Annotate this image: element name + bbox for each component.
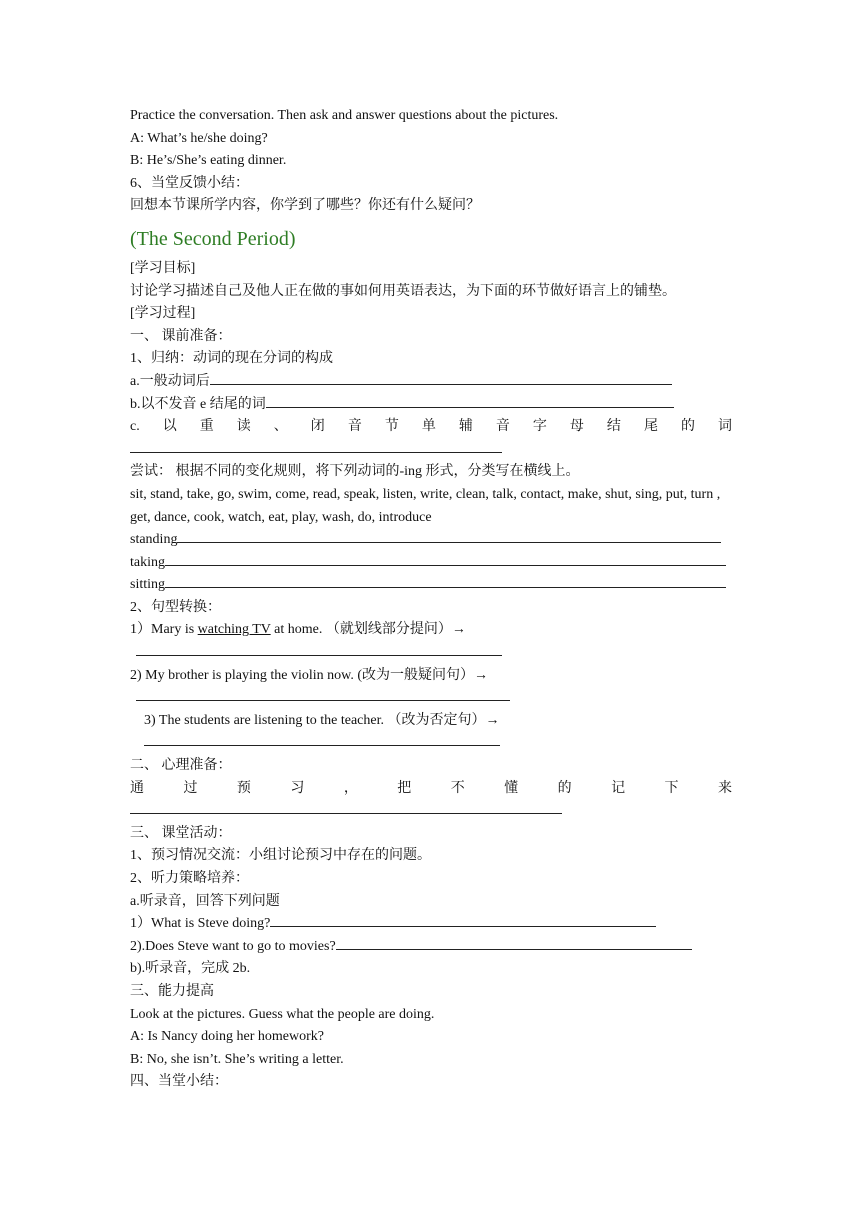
listen-a: a.听录音，回答下列问题 (130, 893, 280, 909)
listen-b: b).听录音，完成 2b. (130, 961, 251, 977)
rule-c-blank-line (130, 439, 732, 462)
taking-line (130, 552, 732, 575)
feedback-title: 6、当堂反馈小结： (130, 175, 249, 191)
rule-c-char: 重 (199, 419, 214, 435)
standing-label: standing (130, 532, 178, 548)
rule-a-line (130, 371, 732, 394)
ability-dialog-b: B: No, she isn’t. She’s writing a letter. (130, 1051, 344, 1067)
mental-prep-blank-line (130, 800, 732, 823)
rule-c-char: 单 (421, 419, 436, 435)
mental-prep-char: 通 (130, 780, 144, 796)
mental-prep-char: 把 (397, 780, 412, 796)
sentence-1-underlined: watching TV (197, 622, 271, 638)
try-instruction: 尝试： 根据不同的变化规则，将下列动词的-ing 形式，分类写在横线上。 (130, 464, 580, 480)
ability-title: 三、能力提高 (130, 983, 214, 999)
rule-c-char: 、 (273, 419, 288, 435)
document-body (130, 105, 732, 1094)
rule-c-line (130, 416, 732, 439)
transform-title: 2、句型转换： (130, 599, 221, 615)
rule-c-char: 音 (347, 419, 362, 435)
question-1: 1）What is Steve doing? (130, 916, 271, 932)
question-2: 2).Does Steve want to go to movies? (130, 938, 336, 954)
taking-blank[interactable] (165, 552, 726, 566)
rule-c-char: 结 (606, 419, 621, 435)
standing-blank[interactable] (177, 529, 721, 543)
rule-c-char: 辅 (458, 419, 473, 435)
question-1-blank[interactable] (270, 913, 656, 927)
sentence-1-blank[interactable] (136, 642, 502, 656)
mental-prep-text (130, 778, 732, 801)
question-1-line (130, 913, 732, 936)
rule-c-char: 音 (495, 419, 510, 435)
sitting-label: sitting (130, 577, 166, 593)
rule-b-line (130, 394, 732, 417)
sentence-2-answer-line (130, 687, 732, 710)
sentence-1-start: 1）Mary is (130, 622, 198, 638)
mental-prep-char: 预 (236, 780, 251, 796)
rule-c-char: 读 (236, 419, 251, 435)
sentence-3: 3) The students are listening to the teacher. （改为否定句）→ (144, 712, 500, 728)
rule-c-char: 闭 (310, 419, 325, 435)
rule-c-char: 的 (680, 419, 695, 435)
question-2-line (130, 936, 732, 959)
sentence-1-end: at home. （就划线部分提问）→ (270, 622, 466, 638)
goal-label: [学习目标] (130, 260, 196, 276)
rule-c-char: 字 (532, 419, 547, 435)
mental-prep-char: 过 (183, 780, 198, 796)
goal-text: 讨论学习描述自己及他人正在做的事如何用英语表达，为下面的环节做好语言上的铺垫。 (130, 283, 676, 299)
sitting-blank[interactable] (165, 574, 726, 588)
rule-c-char: 尾 (643, 419, 658, 435)
mental-prep-char: 不 (450, 780, 465, 796)
sentence-3-answer-line (130, 732, 732, 755)
rule-c-char: 节 (384, 419, 399, 435)
rule-a-blank[interactable] (210, 371, 672, 385)
mental-prep-char: 的 (557, 780, 572, 796)
rule-c-char: c. (130, 419, 140, 435)
rule-b-blank[interactable] (266, 394, 674, 408)
activity-1: 1、预习情况交流：小组讨论预习中存在的问题。 (130, 848, 431, 864)
rule-c-char: 以 (162, 419, 177, 435)
class-summary-title: 四、当堂小结： (130, 1074, 228, 1090)
sentence-3-blank[interactable] (144, 732, 500, 746)
mental-prep-char: 懂 (504, 780, 519, 796)
mental-prep-blank[interactable] (130, 800, 562, 814)
standing-line (130, 529, 732, 552)
sitting-line (130, 574, 732, 597)
rule-c-char: 词 (717, 419, 732, 435)
mental-prep-char: 来 (717, 780, 732, 796)
sentence-2: 2) My brother is playing the violin now. (改为一般疑问句）→ (130, 667, 489, 683)
prep-title: 一、 课前准备： (130, 328, 232, 344)
mental-prep-char: 下 (664, 780, 679, 796)
summary-title: 1、归纳：动词的现在分词的构成 (130, 351, 333, 367)
rule-a-label: a.一般动词后 (130, 373, 210, 389)
rule-c-char: 母 (569, 419, 584, 435)
mental-prep-title: 二、 心理准备： (130, 758, 232, 774)
feedback-text: 回想本节课所学内容，你学到了哪些？你还有什么疑问？ (130, 198, 480, 214)
taking-label: taking (130, 554, 165, 570)
ability-instruction: Look at the pictures. Guess what the people are doing. (130, 1006, 435, 1022)
rule-b-label: b.以不发音 e 结尾的词 (130, 396, 266, 412)
rule-c-blank[interactable] (130, 439, 502, 453)
sentence-1 (130, 619, 732, 642)
ability-dialog-a: A: Is Nancy doing her homework? (130, 1029, 325, 1045)
instruction-line: Practice the conversation. Then ask and answer questions about the pictures. (130, 108, 559, 123)
dialog-a-line: A: What’s he/she doing? (130, 130, 268, 146)
verb-list: sit, stand, take, go, swim, come, read, speak, listen, write, clean, talk, contact, make, shut, sing, put, turn , get, dance, cook, watch, eat, play, wash, do, introduce (130, 486, 721, 525)
question-2-blank[interactable] (336, 936, 692, 950)
process-label: [学习过程] (130, 306, 196, 322)
mental-prep-char: 习 (290, 780, 305, 796)
activity-2: 2、听力策略培养： (130, 871, 249, 886)
period-heading: (The Second Period) (130, 227, 296, 250)
mental-prep-char: ， (343, 780, 358, 796)
class-activity-title: 三、 课堂活动： (130, 825, 232, 841)
dialog-b-line: B: He’s/She’s eating dinner. (130, 153, 287, 169)
sentence-2-blank[interactable] (136, 687, 510, 701)
sentence-1-answer-line (130, 642, 732, 665)
mental-prep-char: 记 (611, 780, 626, 796)
